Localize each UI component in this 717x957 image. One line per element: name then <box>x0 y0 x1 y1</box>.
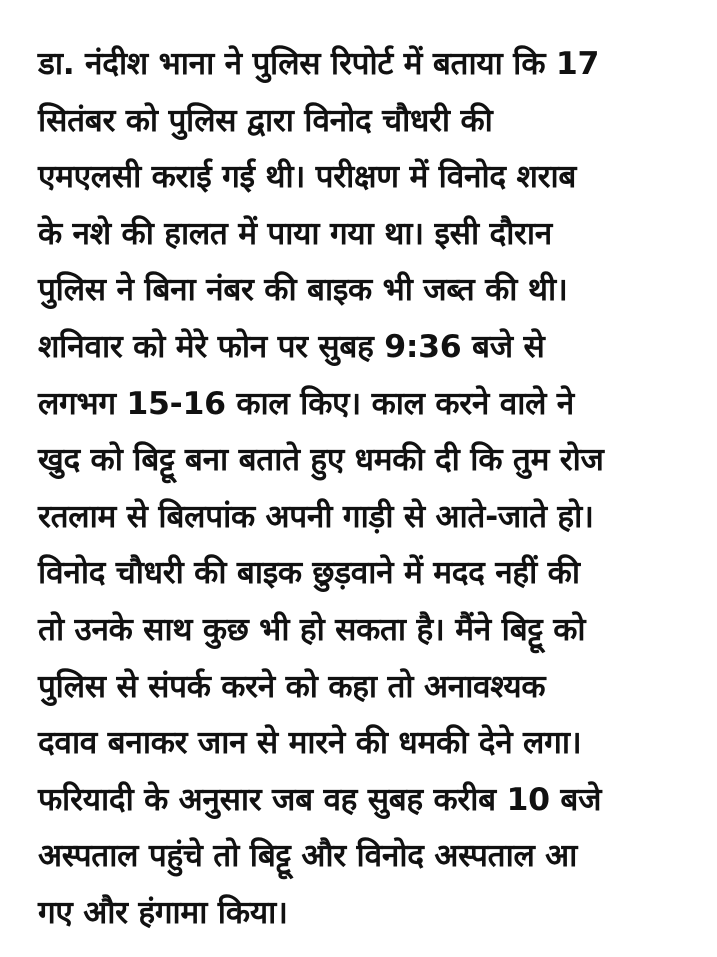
text-line: सितंबर को पुलिस द्वारा विनोद चौधरी की <box>38 102 493 139</box>
text-line: शनिवार को मेरे फोन पर सुबह 9:36 बजे से <box>38 328 545 365</box>
text-line: विनोद चौधरी की बाइक छुड़वाने में मदद नहीं की <box>38 555 580 592</box>
text-line: दवाव बनाकर जान से मारने की धमकी देने लगा। <box>38 725 582 762</box>
text-line: खुद को बिट्टू बना बताते हुए धमकी दी कि तुम रोज <box>38 442 604 479</box>
text-line: एमएलसी कराई गई थी। परीक्षण में विनोद शराब <box>38 159 576 196</box>
article-text <box>38 36 688 942</box>
text-line: फरियादी के अनुसार जब वह सुबह करीब 10 बजे <box>38 781 602 818</box>
text-line: लगभग 15-16 काल किए। काल करने वाले ने <box>38 385 574 422</box>
text-line: तो उनके साथ कुछ भी हो सकता है। मैंने बिट्टू को <box>38 611 586 648</box>
text-line: गए और हंगामा किया। <box>38 894 288 931</box>
text-line: रतलाम से बिलपांक अपनी गाड़ी से आते-जाते हो। <box>38 498 594 535</box>
text-line: पुलिस से संपर्क करने को कहा तो अनावश्यक <box>38 668 546 705</box>
text-line: पुलिस ने बिना नंबर की बाइक भी जब्त की थी। <box>38 272 568 309</box>
text-line: अस्पताल पहुंचे तो बिट्टू और विनोद अस्पताल आ <box>38 838 578 875</box>
text-line: के नशे की हालत में पाया गया था। इसी दौरान <box>38 215 552 252</box>
text-line: डा. नंदीश भाना ने पुलिस रिपोर्ट में बताया कि 17 <box>38 46 600 82</box>
